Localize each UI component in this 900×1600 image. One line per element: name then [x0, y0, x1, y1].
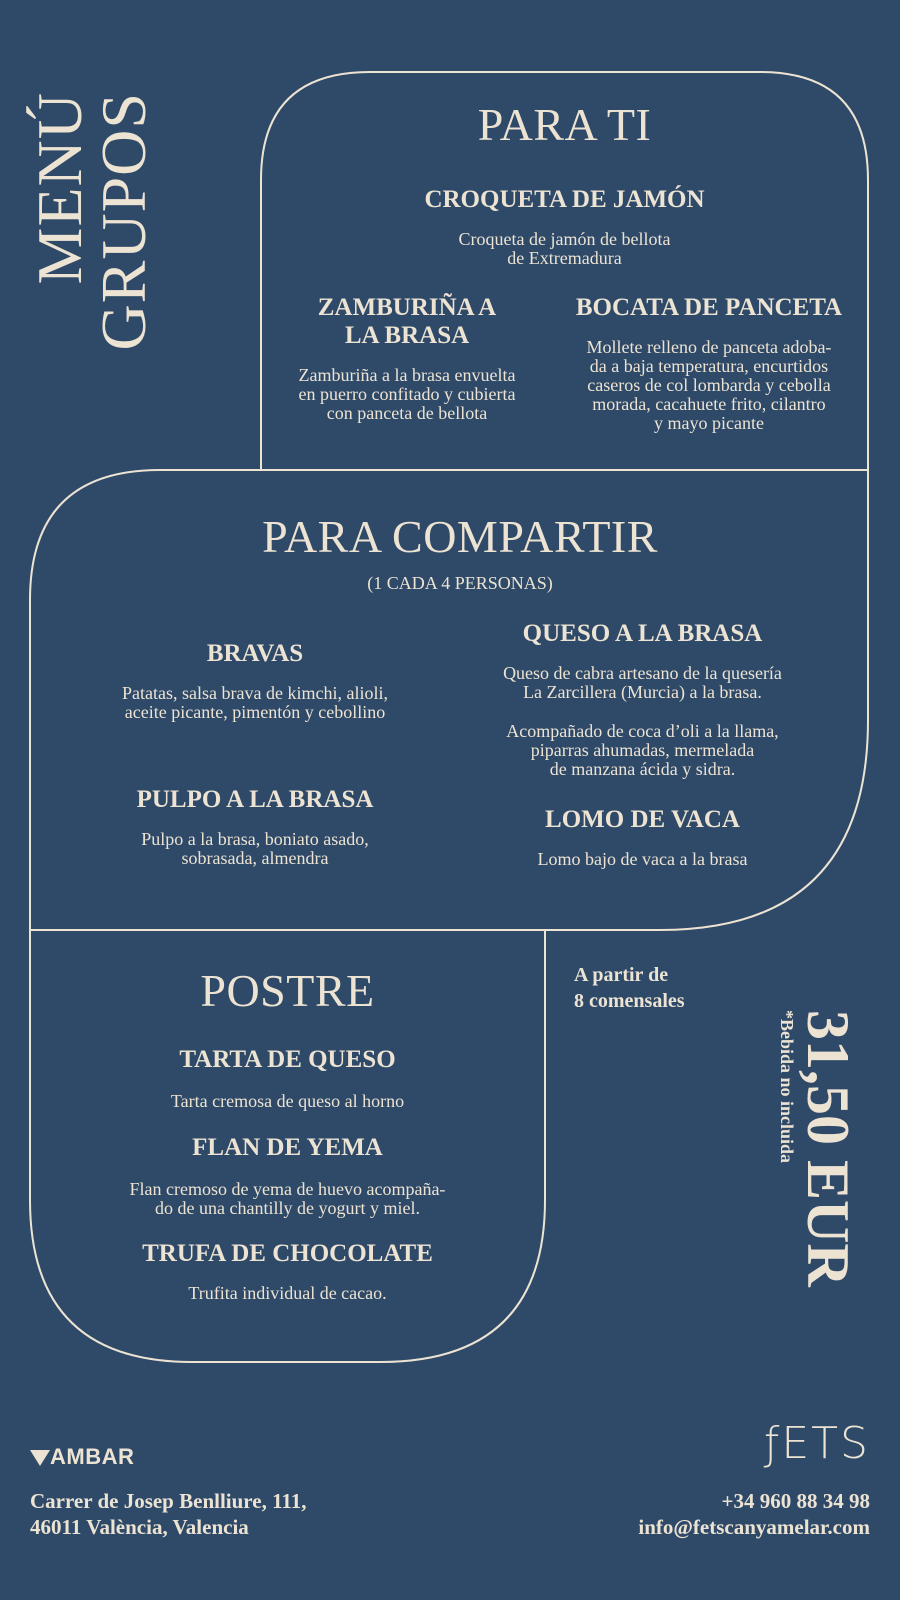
postre-title: POSTRE — [200, 965, 375, 1016]
dish-name: FLAN DE YEMA — [192, 1134, 383, 1161]
dish-desc: Trufita individual de cacao. — [188, 1283, 387, 1303]
address — [30, 1488, 450, 1540]
dish-name: TARTA DE QUESO — [179, 1046, 396, 1073]
address-line2: 46011 València, Valencia — [30, 1515, 249, 1539]
menu-title — [24, 92, 168, 362]
price-block — [748, 1010, 861, 1320]
title-line-grupos: GRUPOS — [88, 92, 159, 351]
dish-name: PULPO A LA BRASA — [136, 786, 374, 813]
para-compartir-subtitle: (1 CADA 4 PERSONAS) — [367, 573, 553, 593]
ambar-logo-text: AMBAR — [50, 1444, 135, 1469]
contact — [450, 1488, 870, 1540]
dish-desc: Lomo bajo de vaca a la brasa — [537, 849, 748, 869]
dish-name: BRAVAS — [206, 640, 304, 667]
phone[interactable]: +34 960 88 34 98 — [721, 1489, 870, 1513]
dish-desc: Croqueta de jamón de bellota de Extremadura — [458, 229, 671, 268]
ambar-logo-icon — [30, 1448, 50, 1466]
dish-desc: Mollete relleno de panceta adoba- da a baja temperatura, encurtidos caseros de col lombarda y cebolla morada, cacahuete frito, cilantro y mayo picante — [586, 337, 832, 433]
dish-desc: Queso de cabra artesano de la quesería La Zarcillera (Murcia) a la brasa. — [503, 663, 782, 702]
min-guests-line2: 8 comensales — [574, 990, 685, 1012]
address-line1: Carrer de Josep Benlliure, 111, — [30, 1489, 307, 1513]
drink-note: *Bebida no incluida — [777, 1010, 797, 1164]
dish-name: TRUFA DE CHOCOLATE — [142, 1240, 433, 1267]
price-amount: 31,50 EUR — [795, 1010, 861, 1287]
para-ti-title: PARA TI — [477, 99, 652, 150]
dish-name: ZAMBURIÑA A LA BRASA — [317, 294, 497, 349]
min-guests-line1: A partir de — [574, 964, 669, 986]
ambar-logo — [30, 1444, 134, 1472]
email[interactable]: info@fetscanyamelar.com — [638, 1515, 870, 1539]
dish-name: LOMO DE VACA — [545, 806, 740, 833]
dish-desc: Zamburiña a la brasa envuelta en puerro confitado y cubierta con panceta de bellota — [298, 365, 516, 423]
dish-desc: Patatas, salsa brava de kimchi, alioli, aceite picante, pimentón y cebollino — [122, 683, 388, 722]
fets-logo-text: ƒETS — [763, 1418, 870, 1469]
dish-name: CROQUETA DE JAMÓN — [424, 186, 705, 213]
dish-desc-extra: Acompañado de coca d’oli a la llama, piparras ahumadas, mermelada de manzana ácida y sidra. — [506, 721, 779, 779]
para-compartir-title: PARA COMPARTIR — [262, 511, 658, 562]
fets-logo — [764, 1418, 870, 1469]
dish-name: QUESO A LA BRASA — [522, 620, 763, 647]
title-line-menu: MENÚ — [24, 92, 95, 285]
dish-name: BOCATA DE PANCETA — [575, 294, 843, 321]
dish-desc: Flan cremoso de yema de huevo acompaña- do de una chantilly de yogurt y miel. — [129, 1179, 446, 1218]
dish-desc: Pulpo a la brasa, boniato asado, sobrasada, almendra — [141, 829, 369, 868]
min-guests-note — [574, 962, 774, 1014]
dish-desc: Tarta cremosa de queso al horno — [170, 1091, 405, 1111]
